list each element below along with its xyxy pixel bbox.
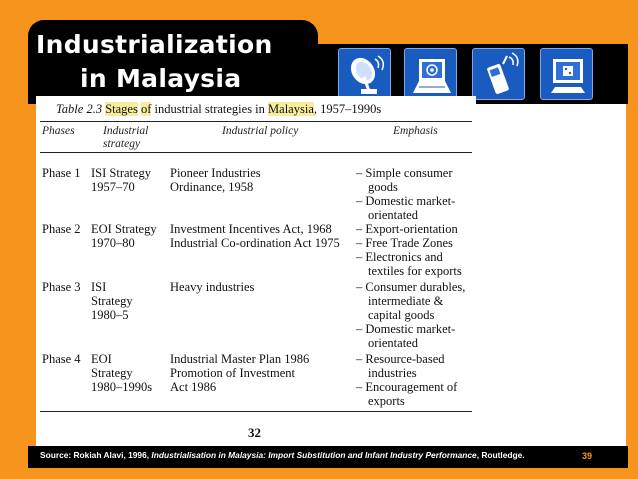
row4-strategy-2: Strategy [91,366,133,380]
row3-strategy-1: ISI [91,280,107,294]
table-top-rule [40,121,472,122]
row1-emphasis-3: – Domestic market- [356,194,456,208]
row2-strategy-2: 1970–80 [91,236,135,250]
row4-strategy-3: 1980–1990s [91,380,153,394]
satellite-dish-icon [338,48,391,100]
source-prefix: Source: Rokiah Alavi, 1996, [40,450,152,460]
header-strategy-line2: strategy [103,138,141,150]
source-suffix: , Routledge. [476,450,525,460]
row2-phase: Phase 2 [42,222,81,236]
row4-policy-2: Promotion of Investment [170,366,295,380]
caption-word-malaysia: Malaysia [268,102,314,116]
table-bottom-rule [40,411,472,412]
row1-policy-1: Pioneer Industries [170,166,261,180]
row4-phase: Phase 4 [42,352,81,366]
row2-emphasis-4: textiles for exports [368,264,462,278]
row4-emphasis-2: industries [368,366,417,380]
row4-policy-3: Act 1986 [170,380,217,394]
row1-policy-2: Ordinance, 1958 [170,180,254,194]
header-policy: Industrial policy [222,125,299,137]
source-book-title: Industrialisation in Malaysia: Import Substitution and Infant Industry Performance [151,450,477,460]
row4-emphasis-3: – Encouragement of [356,380,458,394]
row4-strategy-1: EOI [91,352,112,366]
row1-emphasis-1: – Simple consumer [356,166,453,180]
row3-policy-1: Heavy industries [170,280,255,294]
row1-emphasis-2: goods [368,180,398,194]
caption-word-of: of [140,102,152,116]
computer-display-icon [540,48,593,100]
mobile-phone-icon [472,48,525,100]
header-emphasis: Emphasis [393,125,438,137]
table-caption [56,102,381,117]
book-page-number: 32 [248,425,261,440]
caption-number: Table 2.3 [56,102,103,116]
blank-panel [476,104,626,446]
header-phases: Phases [42,125,75,137]
slide-title-line-2: in Malaysia [80,64,242,93]
row2-policy-2: Industrial Co-ordination Act 1975 [170,236,340,250]
slide-number: 39 [582,451,593,461]
row3-emphasis-3: capital goods [368,308,435,322]
table-header-rule [40,152,472,153]
row3-strategy-2: Strategy [91,294,133,308]
slide-top-band [0,0,638,14]
row2-emphasis-3: – Electronics and [356,250,443,264]
row2-emphasis-1: – Export-orientation [356,222,458,236]
row1-strategy-2: 1957–70 [91,180,135,194]
row4-emphasis-4: exports [368,394,405,408]
row4-emphasis-1: – Resource-based [356,352,445,366]
caption-word-stages: Stages [105,102,138,116]
caption-years: , 1957–1990s [313,102,382,116]
caption-text: industrial strategies in [154,102,265,116]
row3-emphasis-2: intermediate & [368,294,444,308]
row3-emphasis-1: – Consumer durables, [356,280,466,294]
header-strategy-line1: Industrial [103,125,149,137]
laptop-email-icon [404,48,457,100]
row3-emphasis-4: – Domestic market- [356,322,456,336]
row2-policy-1: Investment Incentives Act, 1968 [170,222,332,236]
row3-emphasis-5: orientated [368,336,418,350]
slide-title-line-1: Industrialization [36,30,273,59]
row2-emphasis-2: – Free Trade Zones [356,236,453,250]
row1-strategy-1: ISI Strategy [91,166,152,180]
source-citation [40,450,570,460]
row4-policy-1: Industrial Master Plan 1986 [170,352,310,366]
row1-emphasis-4: orientated [368,208,418,222]
row3-strategy-3: 1980–5 [91,308,129,322]
row3-phase: Phase 3 [42,280,81,294]
row2-strategy-1: EOI Strategy [91,222,157,236]
row1-phase: Phase 1 [42,166,81,180]
